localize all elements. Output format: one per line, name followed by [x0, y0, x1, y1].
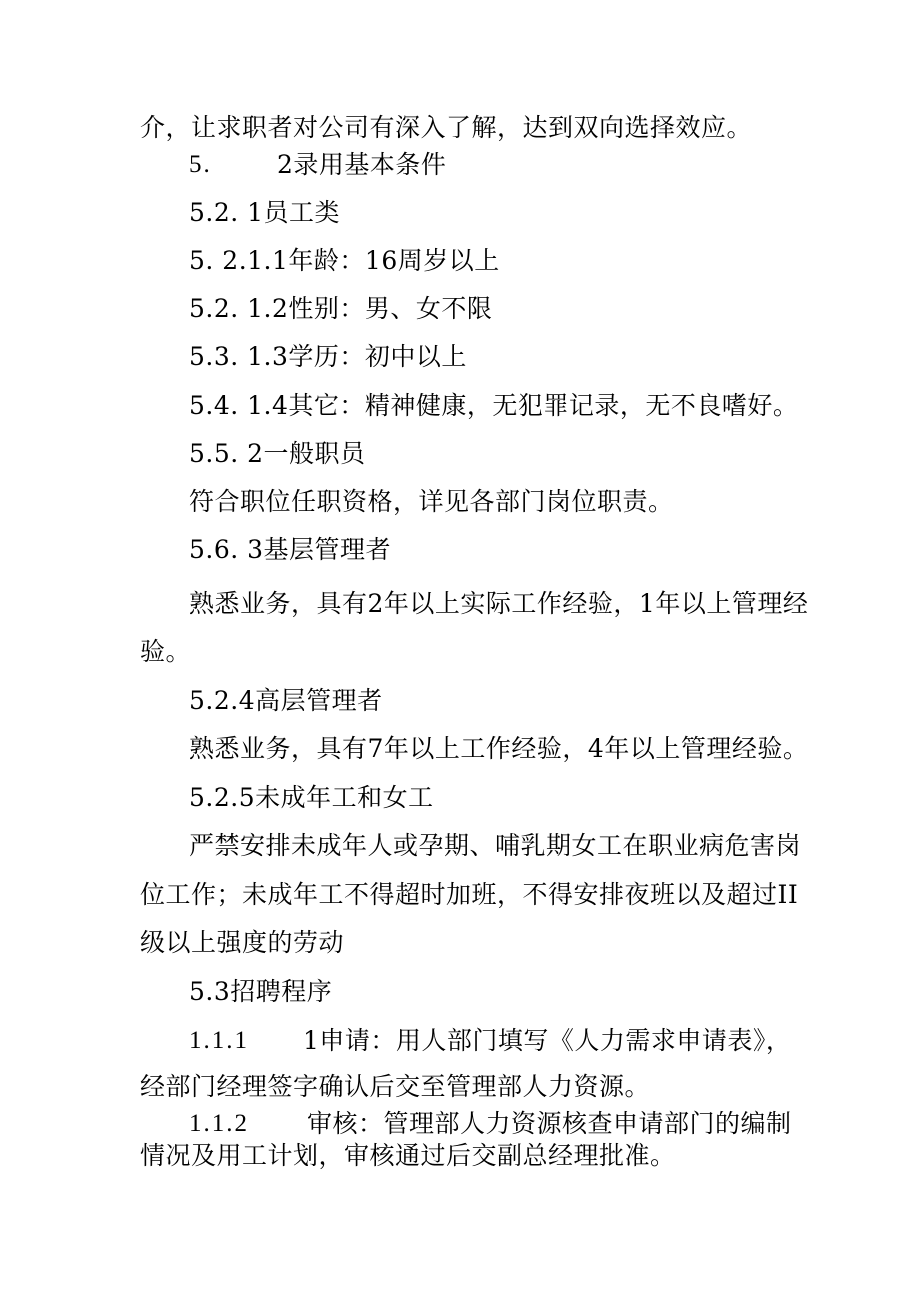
requirement-other: 5.4. 1.4其它：精神健康，无犯罪记录，无不良嗜好。 — [189, 391, 799, 420]
step-apply-line1: 1申请：用人部门填写《人力需求申请表》， — [303, 1026, 792, 1055]
section-heading-hiring-conditions: 2录用基本条件 — [277, 150, 447, 179]
requirement-age: 5. 2.1.1年龄：16周岁以上 — [189, 246, 500, 275]
requirement-education: 5.3. 1.3学历：初中以上 — [189, 342, 467, 371]
section-number: 5. — [189, 151, 212, 178]
step-review-line1: 审核：管理部人力资源核查申请部门的编制 — [307, 1109, 792, 1138]
section-heading-recruitment-procedure: 5.3招聘程序 — [189, 977, 333, 1006]
paragraph-minors-women-line2: 位工作；未成年工不得超时加班，不得安排夜班以及超过II — [140, 880, 799, 909]
step-number-1: 1.1.1 — [189, 1027, 249, 1054]
paragraph-minors-women-line1: 严禁安排未成年人或孕期、哺乳期女工在职业病危害岗 — [189, 831, 802, 860]
text-line-intro-continuation: 介，让求职者对公司有深入了解，达到双向选择效应。 — [140, 113, 753, 142]
step-apply-line2: 经部门经理签字确认后交至管理部人力资源。 — [140, 1072, 651, 1101]
subsection-heading-senior-managers: 5.2.4高层管理者 — [189, 686, 383, 715]
subsection-heading-minors-women: 5.2.5未成年工和女工 — [189, 783, 434, 812]
requirement-gender: 5.2. 1.2性别：男、女不限 — [189, 294, 493, 323]
step-number-2: 1.1.2 — [189, 1110, 249, 1137]
subsection-heading-workers: 5.2. 1员工类 — [189, 198, 341, 227]
paragraph-minors-women-line3: 级以上强度的劳动 — [140, 928, 345, 957]
paragraph-general-staff: 符合职位任职资格，详见各部门岗位职责。 — [189, 487, 674, 516]
paragraph-junior-managers-line1: 熟悉业务，具有2年以上实际工作经验，1年以上管理经 — [189, 589, 809, 618]
subsection-heading-general-staff: 5.5. 2一般职员 — [189, 439, 366, 468]
paragraph-junior-managers-line2: 验。 — [140, 637, 192, 666]
subsection-heading-junior-managers: 5.6. 3基层管理者 — [189, 535, 392, 564]
paragraph-senior-managers: 熟悉业务，具有7年以上工作经验，4年以上管理经验。 — [189, 734, 809, 763]
step-review-line2: 情况及用工计划，审核通过后交副总经理批准。 — [140, 1141, 676, 1170]
